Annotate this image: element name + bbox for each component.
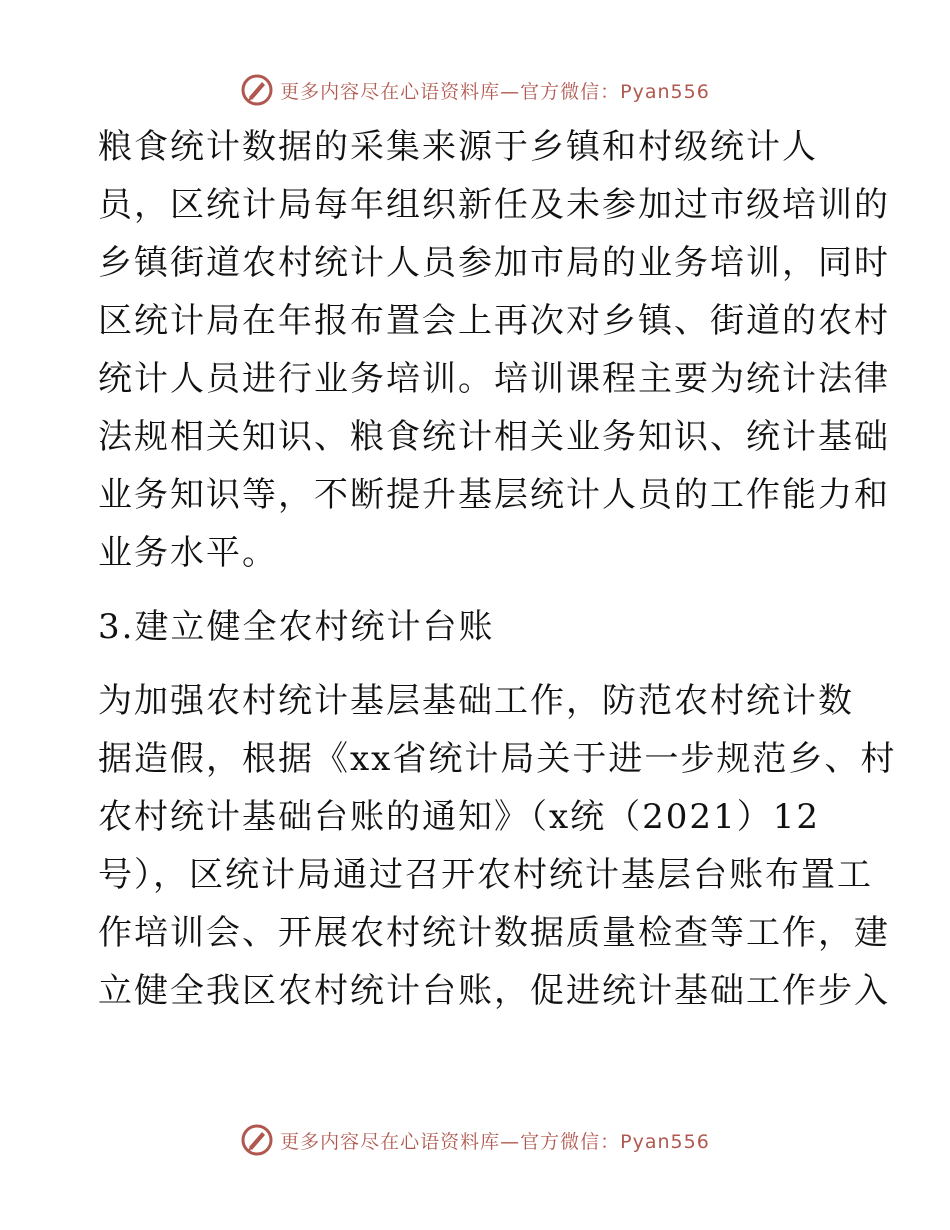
paragraph-line: 法规相关知识、粮食统计相关业务知识、统计基础 [98, 417, 890, 457]
paragraph-line: 统计人员进行业务培训。培训课程主要为统计法律 [98, 359, 890, 399]
paragraph-line: 作培训会、开展农村统计数据质量检查等工作，建 [98, 913, 890, 953]
paragraph-line: 业务知识等，不断提升基层统计人员的工作能力和 [98, 475, 890, 515]
paragraph-line: 业务水平。 [98, 533, 278, 573]
paragraph-line: 乡镇街道农村统计人员参加市局的业务培训，同时 [98, 243, 890, 283]
paragraph-line: 粮食统计数据的采集来源于乡镇和村级统计人 [98, 127, 818, 167]
paragraph-line: 立健全我区农村统计台账，促进统计基础工作步入 [98, 971, 890, 1011]
section-heading: 3.建立健全农村统计台账 [98, 607, 495, 647]
logo-icon [240, 73, 274, 107]
paragraph-line: 农村统计基础台账的通知》（x统（2021）12 [98, 797, 820, 837]
logo-icon [240, 1123, 274, 1157]
document-body [98, 118, 897, 1020]
paragraph-line: 据造假，根据《xx省统计局关于进一步规范乡、村 [98, 739, 897, 779]
watermark-text: 更多内容尽在心语资料库—官方微信：Pyan556 [280, 80, 710, 103]
paragraph-line: 为加强农村统计基层基础工作，防范农村统计数 [98, 681, 854, 721]
header-watermark [0, 70, 950, 110]
watermark-text: 更多内容尽在心语资料库—官方微信：Pyan556 [280, 1130, 710, 1153]
paragraph-line: 区统计局在年报布置会上再次对乡镇、街道的农村 [98, 301, 890, 341]
paragraph-line: 号），区统计局通过召开农村统计基层台账布置工 [98, 855, 873, 895]
paragraph-line: 员，区统计局每年组织新任及未参加过市级培训的 [98, 185, 890, 225]
footer-watermark [0, 1120, 950, 1160]
